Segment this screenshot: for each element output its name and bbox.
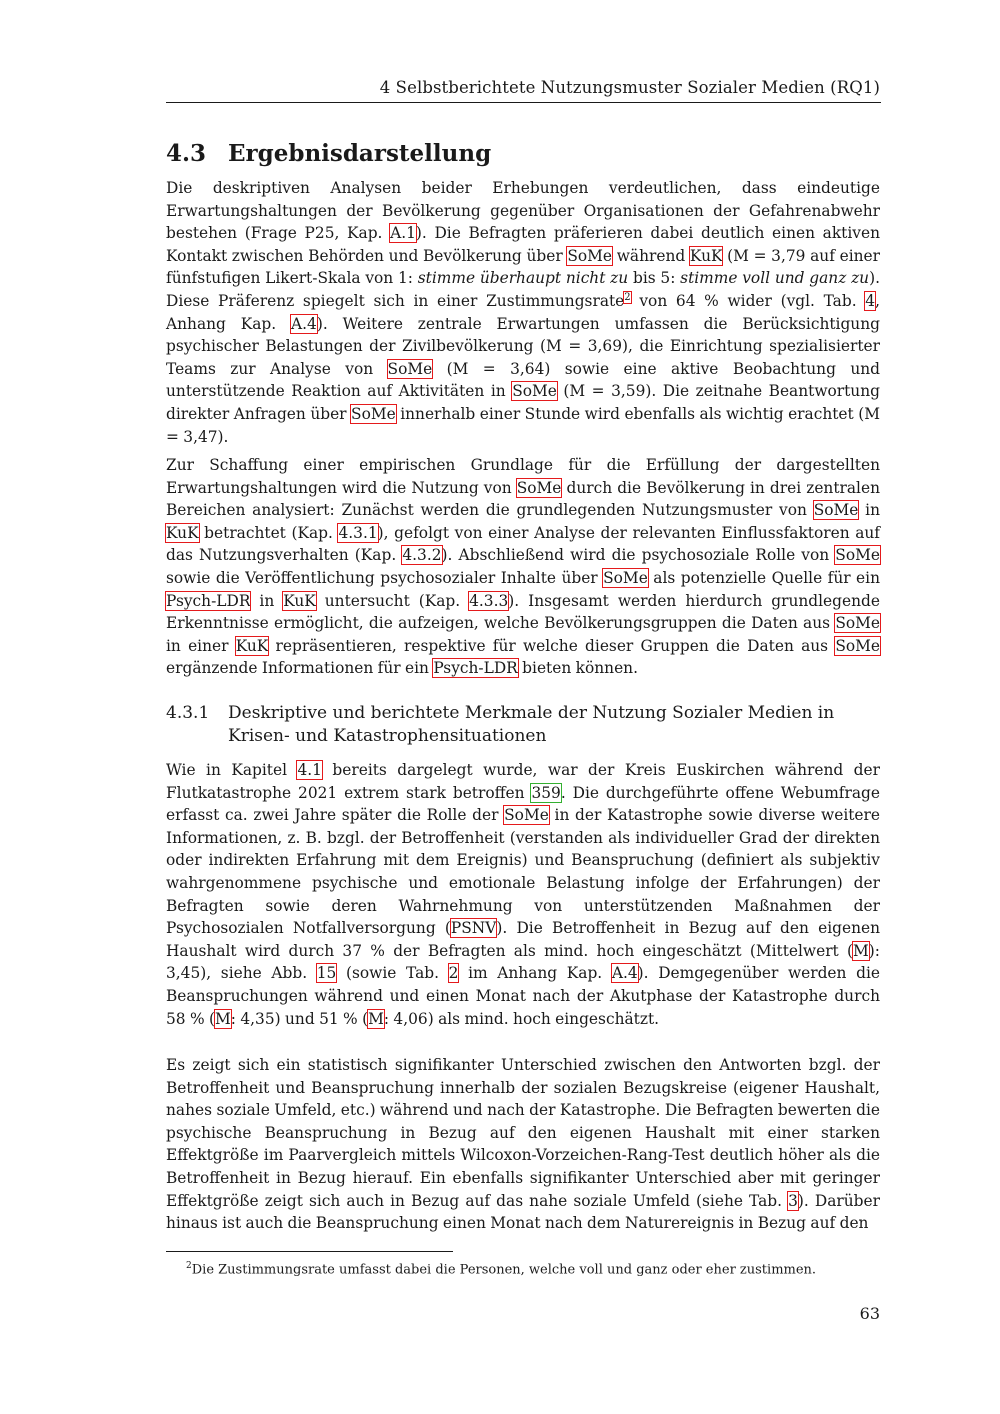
text: Wie in Kapitel — [166, 761, 298, 779]
text: : 4,35) und 51 % ( — [230, 1009, 369, 1028]
text: (sowie Tab. — [336, 964, 449, 983]
acronym-link-some[interactable]: SoMe — [835, 636, 880, 655]
text: ), gefolgt von einer Analyse der relevanten Einflussfaktoren auf das Nutzungsverhalten (Kap. — [166, 523, 880, 565]
text: in einer — [166, 636, 236, 655]
running-header: 4 Selbstberichtete Nutzungsmuster Sozialer Medien (RQ1) — [379, 78, 880, 97]
text: ): 3,45), siehe Abb. — [166, 941, 880, 983]
footnote-mark: 2 — [186, 1261, 192, 1271]
appendix-link[interactable]: A.1 — [390, 224, 416, 243]
acronym-link-m[interactable]: M — [368, 1009, 384, 1028]
text: in — [250, 591, 284, 610]
section-title: Ergebnisdarstellung — [228, 140, 492, 167]
acronym-link-some[interactable]: SoMe — [835, 614, 880, 633]
section-link[interactable]: 4.1 — [297, 761, 322, 779]
text: von 64 % wider (vgl. Tab. — [630, 291, 866, 310]
acronym-link-some[interactable]: SoMe — [504, 806, 549, 825]
acronym-link-kuk[interactable]: KuK — [235, 636, 269, 655]
table-link[interactable]: 4 — [865, 291, 876, 310]
text: als potenzielle Quelle für ein — [647, 568, 880, 587]
text: betrachtet (Kap. — [198, 523, 339, 542]
text: in der Katastrophe sowie diverse weitere Informationen, z. B. bzgl. der Betroffenheit (verstanden als individueller Grad der direkten oder indirekten Erfahrung mit dem Ereignis) und Beanspruchung (definiert als subjektiv wahrgenommene psychische und emotionale Belastung infolge der Erfahrungen) der Befragten sowie deren Wahrnehmung von unterstützenden Maßnahmen der Psychosozialen Notfallversorgung ( — [166, 806, 880, 938]
text: ). Demgegenüber werden die Beanspruchungen während und einen Monat nach der Akutphase der Katastrophe durch 58 % ( — [166, 964, 880, 1028]
text: Zur Schaffung einer empirischen Grundlage für die Erfüllung der dargestellten Erwartungshaltungen wird die Nutzung von — [166, 456, 880, 497]
text: Die deskriptiven Analysen beider Erhebungen verdeutlichen, dass eindeutige Erwartungshaltungen der Bevölkerung gegenüber Organisationen der Gefahrenabwehr bestehen (Frage P25, Kap. — [166, 179, 880, 243]
subsection-title: Deskriptive und berichtete Merkmale der Nutzung Sozialer Medien in Krisen- und Katastrophensituationen — [228, 703, 835, 746]
footnote — [186, 1257, 886, 1279]
text-italic: stimme voll und ganz zu — [680, 269, 870, 288]
text: sowie die Veröffentlichung psychosozialer Inhalte über — [166, 568, 604, 587]
appendix-link[interactable]: A.4 — [611, 964, 638, 983]
text: ). Abschließend wird die psychosoziale Rolle von — [441, 546, 836, 565]
text: ). Die Befragten präferieren dabei deutlich einen aktiven Kontakt zwischen Behörden und Bevölkerung über — [166, 224, 880, 265]
acronym-link-some[interactable]: SoMe — [351, 404, 396, 423]
text: ). Weitere zentrale Erwartungen umfassen die Berücksichtigung psychischer Belastungen der Zivilbevölkerung (M = 3,69), die Einrichtung spezialisierter Teams zur Analyse von — [166, 314, 880, 378]
paragraph-1 — [166, 177, 880, 448]
text: untersucht (Kap. — [315, 591, 470, 610]
text: in — [858, 501, 880, 520]
text: ). Insgesamt werden hierdurch grundlegende Erkenntnisse ermöglicht, die aufzeigen, welche Bevölkerungsgruppen die Daten aus — [166, 591, 880, 633]
text: bereits dargelegt wurde, war der Kreis Euskirchen während der Flutkatastrophe 2021 extrem stark betroffen — [166, 761, 880, 802]
text: während — [612, 246, 690, 265]
paragraph-3 — [166, 759, 880, 1030]
page-number: 63 — [859, 1304, 880, 1323]
text: innerhalb einer Stunde wird ebenfalls als wichtig erachtet (M = 3,47). — [166, 404, 880, 446]
footnote-rule — [166, 1251, 453, 1252]
text: Es zeigt sich ein statistisch signifikanter Unterschied zwischen den Antworten bzgl. der Betroffenheit und Beanspruchung innerhalb der sozialen Bezugskreise (eigener Haushalt, nahes soziale Umfeld, etc.) während und nach der Katastrophe. Die Befragten bewerten die psychische Beanspruchung in Bezug auf den eigenen Haushalt mit einer starken Effektgröße im Paarvergleich mittels Wilcoxon-Vorzeichen-Rang-Test deutlich höher als die Betroffenheit in Bezug hierauf. Ein ebenfalls signifikanter Unterschied aber mit geringer Effektgröße zeigt sich auch in Bezug auf das nahe soziale Umfeld (siehe Tab. — [166, 1056, 880, 1210]
section-link[interactable]: 4.3.2 — [402, 546, 442, 565]
acronym-link-m[interactable]: M — [853, 941, 869, 960]
footnote-text: Die Zustimmungsrate umfasst dabei die Personen, welche voll und ganz oder eher zustimmen. — [191, 1262, 817, 1278]
acronym-link-some[interactable]: SoMe — [813, 501, 859, 520]
section-link[interactable]: 4.3.1 — [338, 523, 378, 542]
subsection-heading — [166, 702, 880, 748]
acronym-link-some[interactable]: SoMe — [567, 246, 613, 265]
acronym-link-kuk[interactable]: KuK — [689, 246, 723, 265]
appendix-link[interactable]: A.4 — [291, 314, 317, 333]
acronym-link-some[interactable]: SoMe — [387, 359, 433, 378]
footnote-link[interactable]: 2 — [624, 291, 631, 303]
text: ). Diese Präferenz spiegelt sich in einer Zustimmungsrate — [166, 269, 881, 310]
acronym-link-psych-ldr[interactable]: Psych-LDR — [433, 659, 518, 678]
text: bis 5: — [628, 269, 681, 288]
acronym-link-kuk[interactable]: KuK — [283, 591, 316, 610]
citation-link[interactable]: 359 — [531, 783, 561, 802]
text: . Die durchgeführte offene Webumfrage erfasst ca. zwei Jahre später die Rolle der — [166, 783, 880, 825]
text-italic: stimme überhaupt nicht zu — [417, 269, 629, 288]
header-rule — [166, 102, 881, 103]
acronym-link-m[interactable]: M — [215, 1009, 231, 1028]
text: (M = 3,59). Die zeitnahe Beantwortung direkter Anfragen über — [166, 382, 880, 423]
acronym-link-some[interactable]: SoMe — [603, 568, 648, 587]
text: (M = 3,64) sowie eine aktive Beobachtung und unterstützende Reaktion auf Aktivitäten in — [166, 359, 881, 401]
text: (M = 3,79 auf einer fünfstufigen Likert-Skala von 1: — [166, 246, 880, 288]
text: : 4,06) als mind. hoch eingeschätzt. — [383, 1009, 660, 1028]
paragraph-4 — [166, 1054, 880, 1235]
text: im Anhang Kap. — [458, 964, 612, 983]
text: bieten können. — [517, 659, 638, 678]
text: repräsentieren, respektive für welche dieser Gruppen die Daten aus — [268, 636, 836, 655]
subsection-number: 4.3.1 — [166, 703, 210, 723]
text: ergänzende Informationen für ein — [166, 659, 434, 678]
acronym-link-some[interactable]: SoMe — [512, 382, 557, 401]
text: ). Die Betroffenheit in Bezug auf den eigenen Haushalt wird durch 37 % der Befragten als mind. hoch eingeschätzt (Mittelwert ( — [166, 919, 881, 960]
acronym-link-kuk[interactable]: KuK — [166, 523, 199, 542]
table-link[interactable]: 3 — [788, 1191, 798, 1210]
text: , Anhang Kap. — [166, 291, 880, 333]
paragraph-2 — [166, 454, 880, 680]
acronym-link-some[interactable]: SoMe — [835, 546, 880, 565]
acronym-link-some[interactable]: SoMe — [516, 478, 562, 497]
section-link[interactable]: 4.3.3 — [469, 591, 509, 610]
text: durch die Bevölkerung in drei zentralen Bereichen analysiert: Zunächst werden die grundlegenden Nutzungsmuster von — [166, 478, 880, 520]
figure-link[interactable]: 15 — [316, 964, 337, 983]
text: ). Darüber hinaus ist auch die Beanspruchung einen Monat nach dem Naturereignis in Bezug auf den — [166, 1191, 880, 1233]
acronym-link-psych-ldr[interactable]: Psych-LDR — [166, 591, 251, 610]
section-number: 4.3 — [166, 140, 207, 167]
acronym-link-psnv[interactable]: PSNV — [450, 919, 497, 938]
table-link[interactable]: 2 — [448, 964, 459, 983]
section-heading — [166, 140, 491, 167]
